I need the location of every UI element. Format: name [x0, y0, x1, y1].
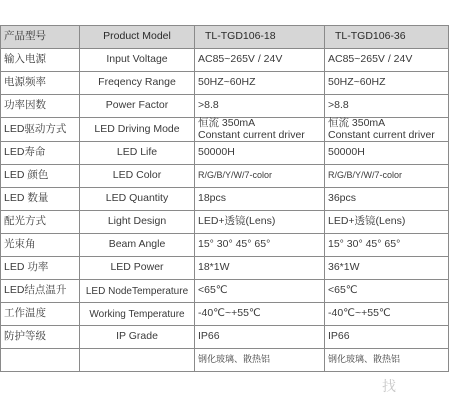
row-value-model-1: <65℃ — [195, 280, 325, 303]
watermark: 找 — [382, 378, 396, 394]
driving-mode-en: Constant current driver — [328, 128, 435, 141]
row-label-en — [80, 349, 195, 372]
row-label-en: LED NodeTemperature — [80, 280, 195, 303]
row-label-en: Beam Angle — [80, 234, 195, 257]
row-label-en: Light Design — [80, 211, 195, 234]
row-label-zh: LED驱动方式 — [1, 118, 80, 142]
row-label-en: Input Voltage — [80, 49, 195, 72]
table-row — [1, 49, 449, 72]
table-row — [1, 165, 449, 188]
row-value-model-1: 50HZ~60HZ — [195, 72, 325, 95]
row-value-model-2: AC85~265V / 24V — [325, 49, 449, 72]
row-value-model-2: 钢化玻璃、散热铝 — [325, 349, 449, 372]
table-row — [1, 326, 449, 349]
driving-mode-zh: 恒流 350mA — [328, 117, 386, 129]
row-label-zh: LED 数量 — [1, 188, 80, 211]
driving-mode-zh: 恒流 350mA — [198, 117, 256, 129]
row-value-model-1: 15° 30° 45° 65° — [195, 234, 325, 257]
table-row — [1, 303, 449, 326]
row-value-model-2: LED+透镜(Lens) — [325, 211, 449, 234]
row-value-model-2: >8.8 — [325, 95, 449, 118]
row-value-model-1: AC85~265V / 24V — [195, 49, 325, 72]
driving-mode-en: Constant current driver — [198, 128, 305, 141]
row-value-model-2: 36pcs — [325, 188, 449, 211]
row-value-model-2: 50000H — [325, 142, 449, 165]
table-row — [1, 234, 449, 257]
row-label-zh — [1, 349, 80, 372]
row-value-model-1: IP66 — [195, 326, 325, 349]
row-value-model-1: R/G/B/Y/W/7-color — [195, 165, 325, 188]
row-value-model-1: 18pcs — [195, 188, 325, 211]
table-row — [1, 72, 449, 95]
row-label-zh: 输入电源 — [1, 49, 80, 72]
row-label-en: Working Temperature — [80, 303, 195, 326]
row-value-model-1: 钢化玻璃、散热铝 — [195, 349, 325, 372]
row-value-model-2: 15° 30° 45° 65° — [325, 234, 449, 257]
row-label-zh: LED寿命 — [1, 142, 80, 165]
row-value-model-1 — [195, 118, 325, 142]
row-value-model-1: -40℃~+55℃ — [195, 303, 325, 326]
table-row — [1, 257, 449, 280]
row-label-en: Freqency Range — [80, 72, 195, 95]
row-label-en: LED Life — [80, 142, 195, 165]
row-label-zh: LED结点温升 — [1, 280, 80, 303]
table-row — [1, 280, 449, 303]
header-model-zh: 产品型号 — [1, 26, 80, 49]
table-row — [1, 142, 449, 165]
row-label-zh: 配光方式 — [1, 211, 80, 234]
row-value-model-2: -40℃~+55℃ — [325, 303, 449, 326]
table-header-row — [1, 26, 449, 49]
row-value-model-1: 50000H — [195, 142, 325, 165]
row-value-model-1: 18*1W — [195, 257, 325, 280]
row-label-en: LED Driving Mode — [80, 118, 195, 142]
header-model-en: Product Model — [80, 26, 195, 49]
row-label-zh: 工作温度 — [1, 303, 80, 326]
row-label-zh: 防护等级 — [1, 326, 80, 349]
row-label-en: Power Factor — [80, 95, 195, 118]
row-value-model-2: 36*1W — [325, 257, 449, 280]
row-label-en: LED Power — [80, 257, 195, 280]
header-model-1: TL-TGD106-18 — [195, 26, 325, 49]
table-row — [1, 95, 449, 118]
row-value-model-2: 50HZ~60HZ — [325, 72, 449, 95]
row-label-zh: 功率因数 — [1, 95, 80, 118]
row-label-en: LED Color — [80, 165, 195, 188]
row-label-en: IP Grade — [80, 326, 195, 349]
header-model-2: TL-TGD106-36 — [325, 26, 449, 49]
table-row — [1, 118, 449, 142]
row-value-model-2: IP66 — [325, 326, 449, 349]
row-value-model-2: <65℃ — [325, 280, 449, 303]
row-label-zh: LED 功率 — [1, 257, 80, 280]
row-label-zh: LED 颜色 — [1, 165, 80, 188]
row-label-zh: 电源频率 — [1, 72, 80, 95]
table-row — [1, 349, 449, 372]
table-row — [1, 188, 449, 211]
row-label-en: LED Quantity — [80, 188, 195, 211]
row-value-model-1: LED+透镜(Lens) — [195, 211, 325, 234]
row-value-model-2: R/G/B/Y/W/7-color — [325, 165, 449, 188]
spec-table — [0, 25, 449, 372]
row-value-model-1: >8.8 — [195, 95, 325, 118]
row-value-model-2 — [325, 118, 449, 142]
table-row — [1, 211, 449, 234]
row-label-zh: 光束角 — [1, 234, 80, 257]
